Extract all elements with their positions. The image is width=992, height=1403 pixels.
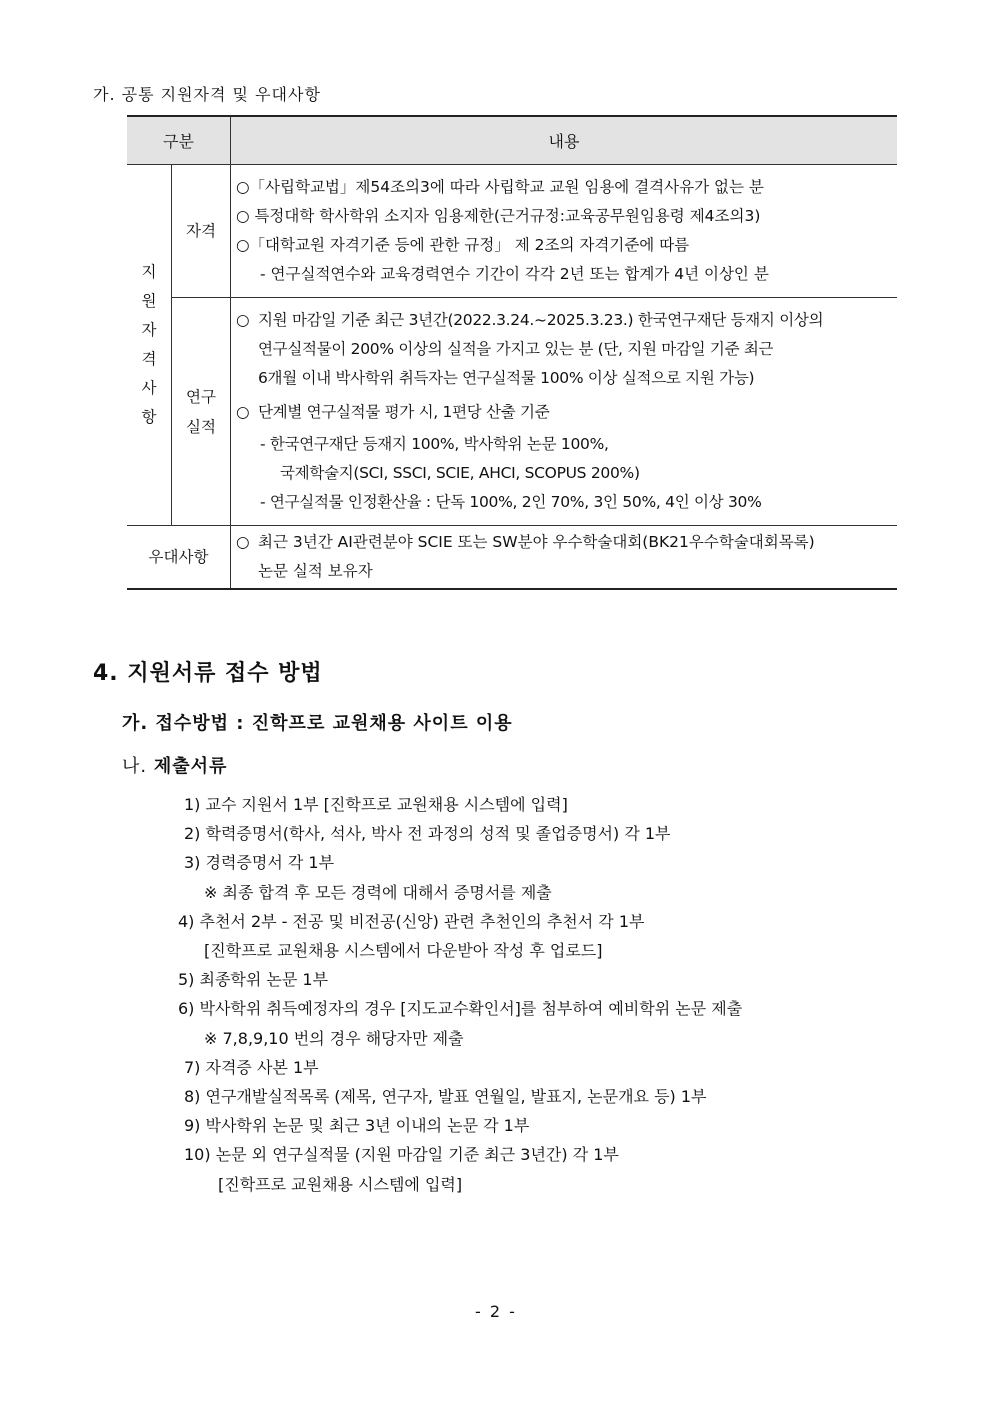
qualification-label: 자격: [172, 165, 231, 298]
group-label-char: 지: [141, 263, 157, 281]
submission-method: 가. 접수방법 : 진학프로 교원채용 사이트 이용: [122, 713, 513, 734]
list-item: 7) 자격증 사본 1부: [184, 1057, 319, 1077]
research-item: [236, 398, 889, 427]
page-number: - 2 -: [475, 1302, 517, 1321]
research-line: - 연구실적물 인정환산율 : 단독 100%, 2인 70%, 3인 50%, 4인 이상 30%: [260, 493, 762, 511]
bullet: ○: [236, 403, 250, 421]
list-item: 2) 학력증명서(학사, 석사, 박사 전 과정의 성적 및 졸업증명서) 각 1부: [184, 824, 671, 844]
preference-label: 우대사항: [127, 526, 231, 590]
group-label-char: 원: [141, 292, 157, 310]
preference-text: [258, 528, 815, 586]
preference-content: [231, 526, 898, 590]
documents-title: 제출서류: [153, 756, 228, 777]
preference-item: [236, 528, 889, 586]
section-a-title: 가. 공통 지원자격 및 우대사항: [93, 85, 321, 104]
qualification-item: - 연구실적연수와 교육경력연수 기간이 각각 2년 또는 합계가 4년 이상인 분: [260, 265, 769, 283]
list-item: 6) 박사학위 취득예정자의 경우 [지도교수확인서]를 첨부하여 예비학위 논문 제출: [178, 999, 743, 1019]
list-note: ※ 최종 합격 후 모든 경력에 대해서 증명서를 제출: [204, 882, 552, 902]
table-row-qualification: [127, 165, 897, 298]
list-item: 4) 추천서 2부 - 전공 및 비전공(신앙) 관련 추천인의 추천서 각 1부: [178, 911, 645, 931]
table-row-research: [127, 298, 897, 526]
documents-prefix: 나.: [122, 756, 148, 777]
bullet: ○: [236, 533, 250, 551]
research-label: [172, 298, 231, 526]
research-label-line: 실적: [186, 417, 216, 436]
research-line: 단계별 연구실적물 평가 시, 1편당 산출 기준: [258, 403, 550, 421]
research-line: 국제학술지(SCI, SSCI, SCIE, AHCI, SCOPUS 200%): [280, 464, 640, 482]
qualification-item: ○「대학교원 자격기준 등에 관한 규정」 제 2조의 자격기준에 따름: [236, 236, 690, 254]
research-line: 지원 마감일 기준 최근 3년간(2022.3.24.~2025.3.23.) 한국연구재단 등재지 이상의: [258, 311, 824, 329]
section-4-title: 4. 지원서류 접수 방법: [93, 661, 323, 686]
list-item: 10) 논문 외 연구실적물 (지원 마감일 기준 최근 3년간) 각 1부: [184, 1145, 619, 1165]
list-item: 1) 교수 지원서 1부 [진학프로 교원채용 시스템에 입력]: [184, 795, 568, 814]
research-content: [231, 298, 898, 526]
header-category: 구분: [127, 116, 231, 165]
bullet: ○: [236, 311, 250, 329]
list-note: ※ 7,8,9,10 번의 경우 해당자만 제출: [204, 1028, 464, 1048]
group-label: [127, 165, 172, 526]
research-line: 6개월 이내 박사학위 취득자는 연구실적물 100% 이상 실적으로 지원 가능): [258, 369, 755, 387]
group-label-char: 항: [141, 408, 157, 426]
header-content: 내용: [231, 116, 898, 165]
list-note: [진학프로 교원채용 시스템에서 다운받아 작성 후 업로드]: [204, 941, 603, 961]
research-label-line: 연구: [186, 387, 216, 406]
preference-line: 최근 3년간 AI관련분야 SCIE 또는 SW분야 우수학술대회(BK21우수학술대회목록): [258, 533, 815, 551]
group-label-char: 격: [141, 350, 157, 368]
qualification-content: [231, 165, 898, 298]
documents-heading: [122, 752, 227, 778]
list-item: 5) 최종학위 논문 1부: [178, 970, 329, 990]
documents-list: [170, 790, 742, 1199]
qualification-table: [127, 115, 897, 590]
list-item: 8) 연구개발실적목록 (제목, 연구자, 발표 연월일, 발표지, 논문개요 등) 1부: [184, 1087, 707, 1107]
group-label-char: 사: [141, 379, 157, 397]
list-item: 9) 박사학위 논문 및 최근 3년 이내의 논문 각 1부: [184, 1116, 530, 1136]
qualification-item: ○「사립학교법」제54조의3에 따라 사립학교 교원 임용에 결격사유가 없는 분: [236, 178, 764, 196]
research-item: [236, 306, 889, 393]
research-line: - 한국연구재단 등재지 100%, 박사학위 논문 100%,: [260, 435, 609, 453]
research-line: 연구실적물이 200% 이상의 실적을 가지고 있는 분 (단, 지원 마감일 기준 최근: [258, 340, 774, 358]
list-note: [진학프로 교원채용 시스템에 입력]: [218, 1174, 463, 1194]
preference-line: 논문 실적 보유자: [258, 562, 373, 580]
table-header-row: [127, 116, 897, 165]
research-text: [258, 306, 823, 393]
qualification-item: ○ 특정대학 학사학위 소지자 임용제한(근거규정:교육공무원임용령 제4조의3): [236, 207, 761, 225]
group-label-char: 자: [141, 321, 157, 339]
table-row-preference: [127, 526, 897, 590]
list-item: 3) 경력증명서 각 1부: [184, 853, 335, 873]
